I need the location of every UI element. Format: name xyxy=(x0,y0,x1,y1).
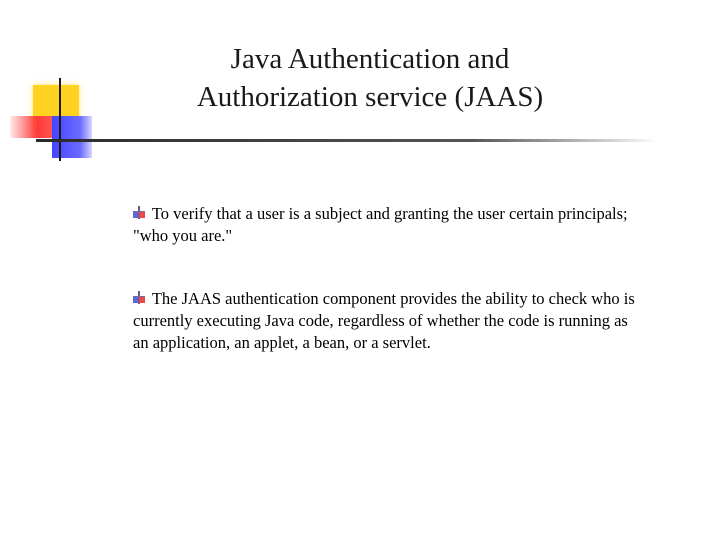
bullet-list xyxy=(133,203,643,395)
bullet-square-icon xyxy=(133,206,147,220)
slide-title-line-2: Authorization service (JAAS) xyxy=(196,81,544,113)
slide-title xyxy=(130,40,610,116)
bullet-item-verify xyxy=(133,203,643,247)
blue-square-icon xyxy=(52,116,92,158)
bullet-square-icon xyxy=(133,291,147,305)
bullet-text: To verify that a user is a subject and granting the user certain principals; "who you are." xyxy=(133,204,628,245)
bullet-text: The JAAS authentication component provides the ability to check who is currently executing Java code, regardless of whether the code is running as an application, an applet, a bean, or a servlet. xyxy=(133,289,635,352)
slide-logo-decoration xyxy=(0,0,120,170)
slide-title-line-1: Java Authentication and xyxy=(230,43,510,75)
red-bar-icon xyxy=(10,116,56,138)
title-underline-rule xyxy=(36,139,658,142)
vertical-rule xyxy=(59,78,61,161)
bullet-item-authentication xyxy=(133,288,643,354)
